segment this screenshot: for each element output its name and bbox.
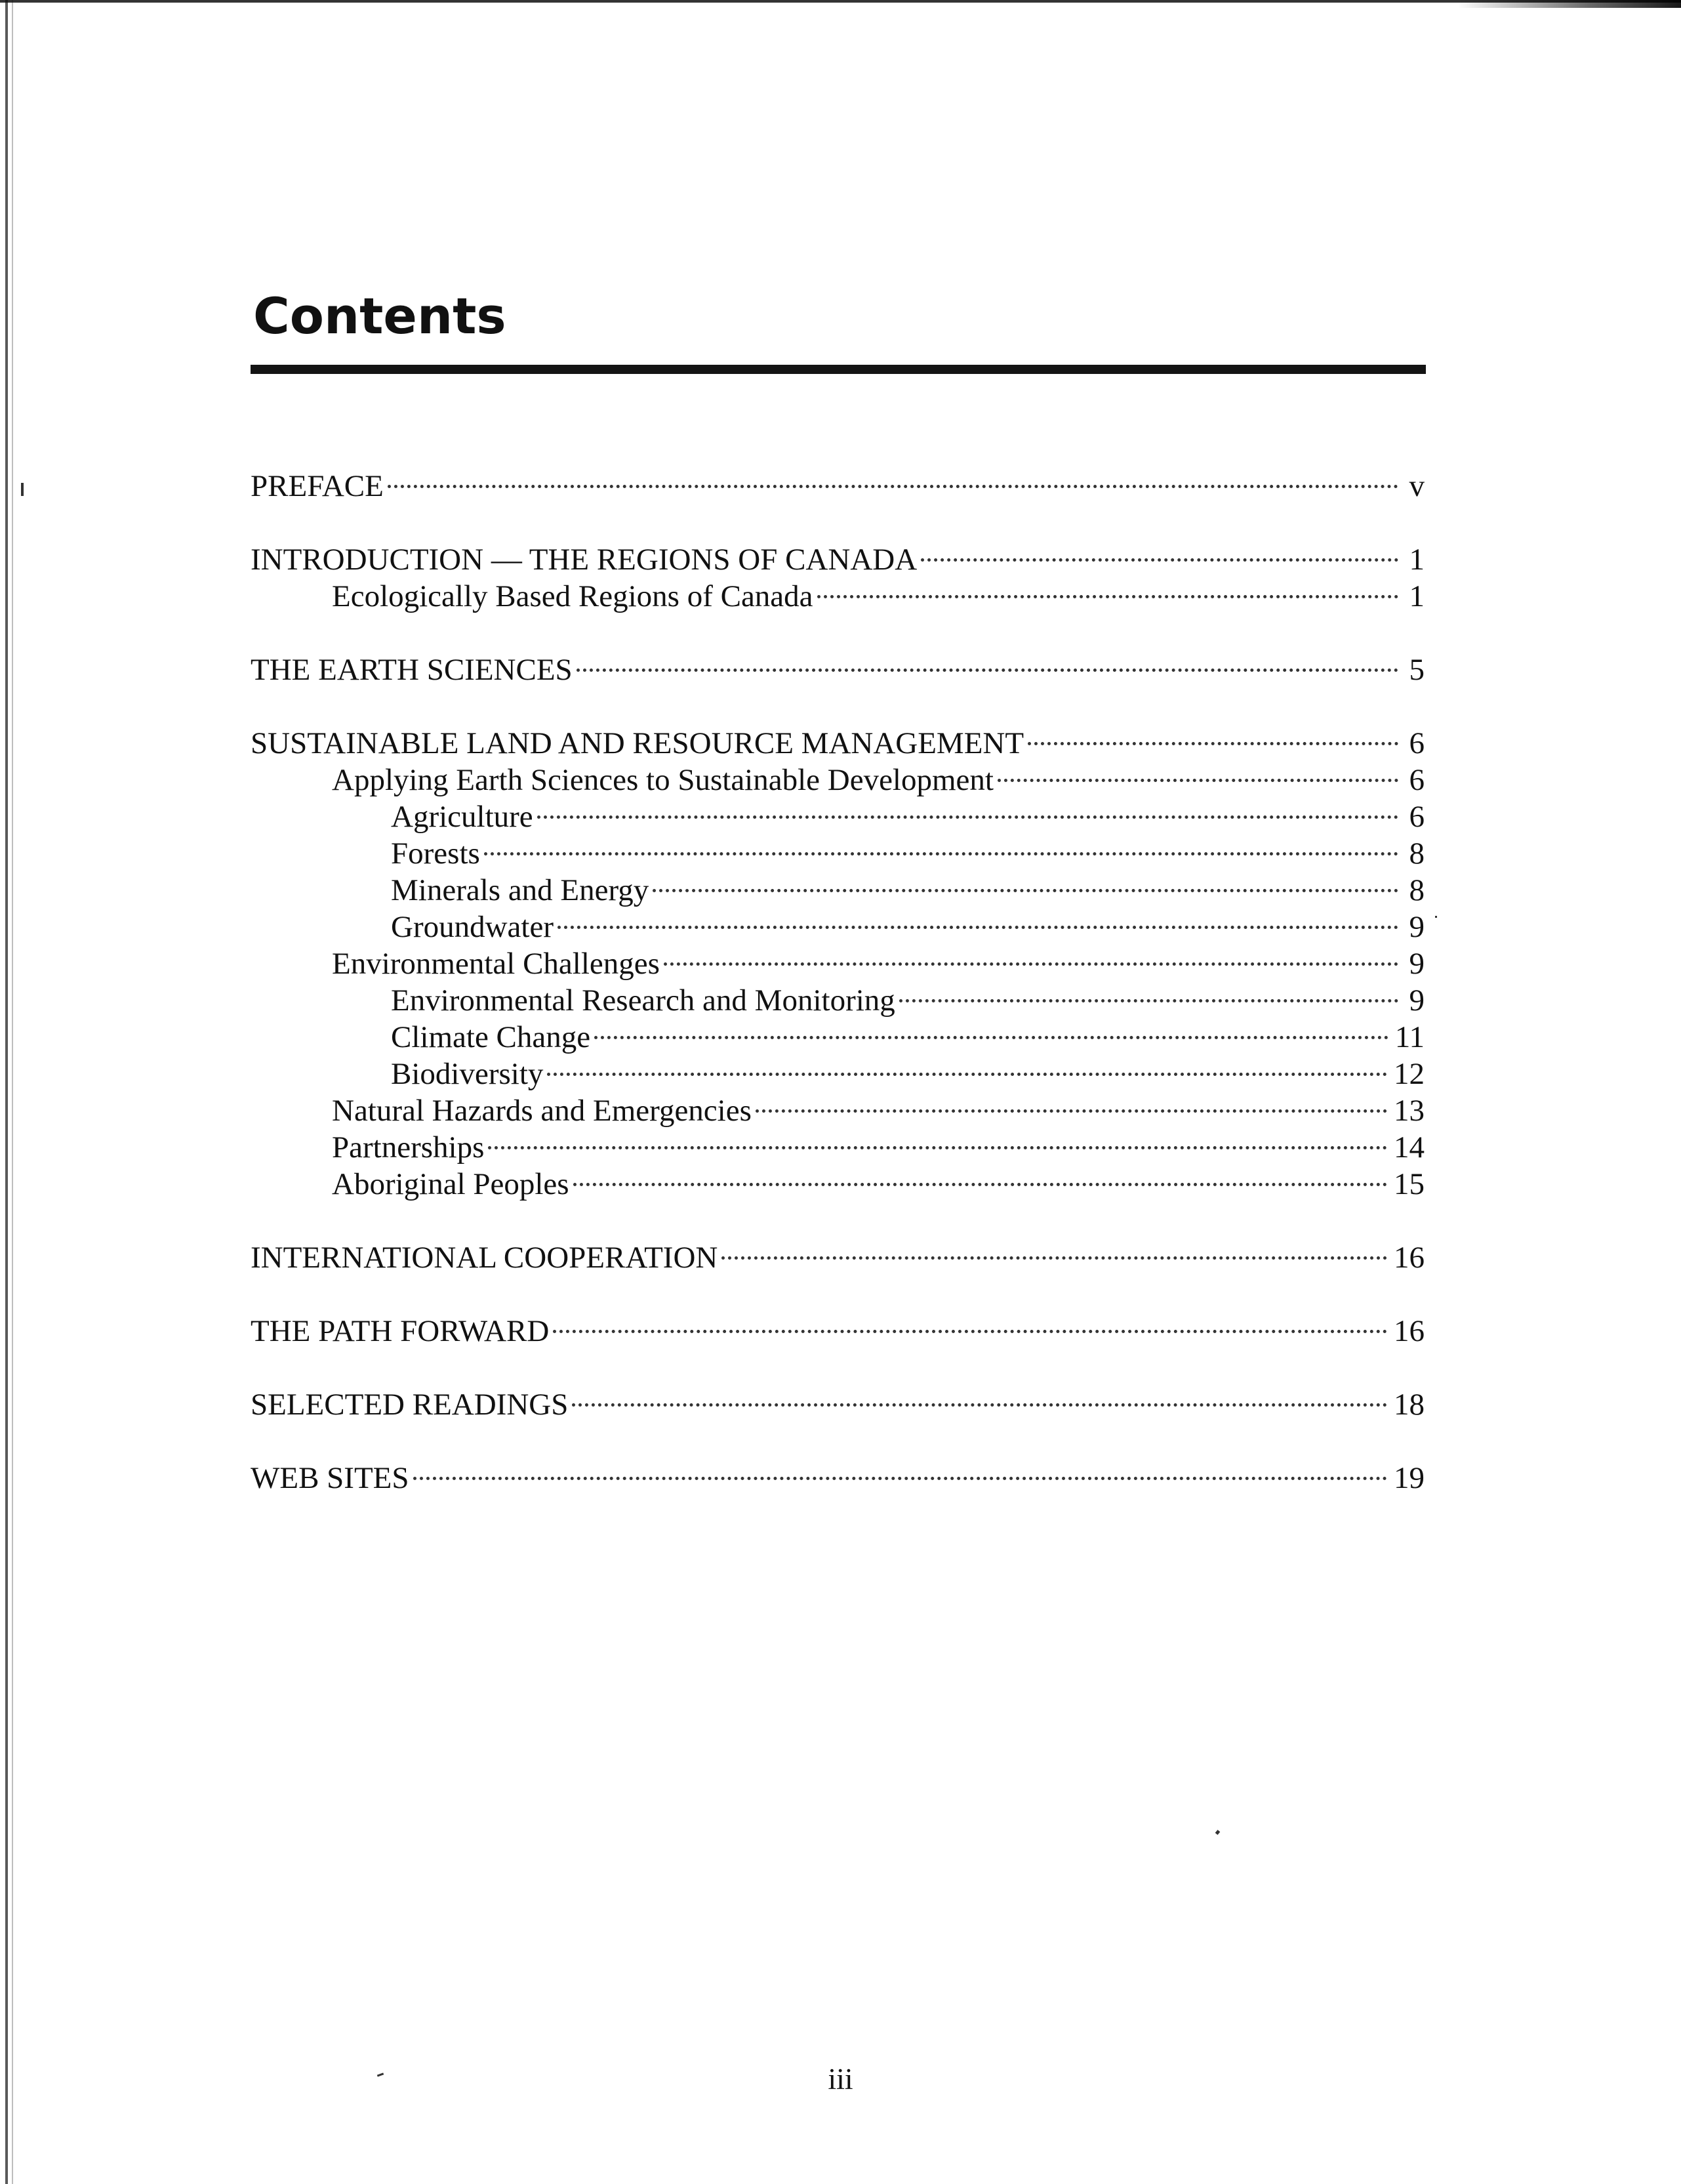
page-title: Contents: [253, 287, 506, 345]
dot-leader: [488, 1121, 1387, 1157]
toc-entry-page: 6: [1409, 763, 1425, 797]
dot-leader: [537, 790, 1398, 827]
toc-entry-page: 9: [1409, 947, 1425, 981]
toc-entry-page: 9: [1409, 910, 1425, 944]
toc-entry-label: Agriculture: [391, 800, 533, 834]
table-of-contents: [251, 459, 1425, 1495]
toc-entry-label: Groundwater: [391, 910, 554, 944]
scan-edge-top: [0, 0, 1681, 3]
toc-entry-page: 5: [1409, 653, 1425, 687]
toc-entry-page: 16: [1394, 1241, 1425, 1275]
dot-leader: [573, 1157, 1387, 1194]
toc-entry-page: 15: [1394, 1167, 1425, 1201]
toc-entry-page: 12: [1394, 1057, 1425, 1091]
toc-entry-page: 13: [1394, 1094, 1425, 1128]
dot-leader: [577, 643, 1398, 680]
toc-entry-label: Partnerships: [332, 1130, 485, 1164]
toc-entry-page: 16: [1394, 1314, 1425, 1348]
toc-entry-page: 6: [1409, 726, 1425, 760]
dot-leader: [664, 937, 1398, 974]
toc-entry-page: 1: [1409, 579, 1425, 613]
toc-entry-label: Biodiversity: [391, 1057, 544, 1091]
toc-entry-web-sites[interactable]: [251, 1451, 1425, 1495]
scan-edge-left: [5, 0, 8, 2184]
dot-leader: [921, 533, 1398, 569]
toc-entry-selected-readings[interactable]: [251, 1378, 1425, 1422]
toc-entry-page: v: [1409, 469, 1425, 503]
dot-leader: [998, 753, 1398, 790]
toc-entry-label: Ecologically Based Regions of Canada: [332, 579, 813, 613]
toc-entry-label: SUSTAINABLE LAND AND RESOURCE MANAGEMENT: [251, 726, 1024, 760]
toc-entry-label: THE EARTH SCIENCES: [251, 653, 573, 687]
title-rule: [251, 365, 1426, 374]
dot-leader: [756, 1084, 1387, 1121]
toc-entry-label: INTRODUCTION — THE REGIONS OF CANADA: [251, 543, 918, 577]
dot-leader: [557, 900, 1398, 937]
toc-entry-path-forward[interactable]: [251, 1304, 1425, 1348]
dot-leader: [1028, 716, 1398, 753]
toc-entry-page: 14: [1394, 1130, 1425, 1164]
toc-entry-page: 11: [1394, 1020, 1425, 1054]
toc-entry-label: Applying Earth Sciences to Sustainable Development: [332, 763, 994, 797]
scan-edge-left-shadow: [12, 0, 13, 2184]
toc-entry-page: 6: [1409, 800, 1425, 834]
page-number: iii: [828, 2062, 853, 2095]
toc-entry-page: 18: [1394, 1388, 1425, 1422]
toc-entry-label: Natural Hazards and Emergencies: [332, 1094, 752, 1128]
dot-leader: [572, 1378, 1387, 1414]
toc-entry-earth-sciences[interactable]: [251, 643, 1425, 687]
dot-leader: [817, 569, 1398, 606]
scan-corner-mark: [1458, 0, 1681, 8]
toc-entry-label: Environmental Challenges: [332, 947, 660, 981]
toc-entry-label: INTERNATIONAL COOPERATION: [251, 1241, 718, 1275]
toc-entry-preface[interactable]: [251, 459, 1425, 503]
dot-leader: [594, 1010, 1388, 1047]
dot-leader: [413, 1451, 1387, 1488]
toc-entry-page: 19: [1394, 1461, 1425, 1495]
scan-speck: [1435, 916, 1437, 918]
dot-leader: [653, 863, 1398, 900]
toc-entry-page: 8: [1409, 836, 1425, 871]
toc-entry-label: THE PATH FORWARD: [251, 1314, 550, 1348]
toc-entry-page: 1: [1409, 543, 1425, 577]
toc-entry-sustainable-management[interactable]: [251, 716, 1425, 760]
scan-speck: [1215, 1830, 1221, 1835]
toc-entry-introduction[interactable]: [251, 533, 1425, 577]
dot-leader: [721, 1231, 1387, 1267]
toc-entry-label: PREFACE: [251, 469, 384, 503]
toc-entry-label: Climate Change: [391, 1020, 591, 1054]
toc-entry-label: Environmental Research and Monitoring: [391, 983, 895, 1018]
toc-entry-label: Aboriginal Peoples: [332, 1167, 569, 1201]
dot-leader: [388, 459, 1398, 496]
toc-entry-page: 8: [1409, 873, 1425, 907]
toc-entry-label: WEB SITES: [251, 1461, 409, 1495]
toc-entry-label: Forests: [391, 836, 480, 871]
dot-leader: [484, 827, 1398, 863]
toc-entry-page: 9: [1409, 983, 1425, 1018]
dot-leader: [553, 1304, 1387, 1341]
dot-leader: [547, 1047, 1387, 1084]
dot-leader: [899, 974, 1398, 1010]
scan-speck: [21, 483, 24, 496]
toc-entry-international-cooperation[interactable]: [251, 1231, 1425, 1275]
toc-entry-label: SELECTED READINGS: [251, 1388, 569, 1422]
toc-entry-label: Minerals and Energy: [391, 873, 649, 907]
